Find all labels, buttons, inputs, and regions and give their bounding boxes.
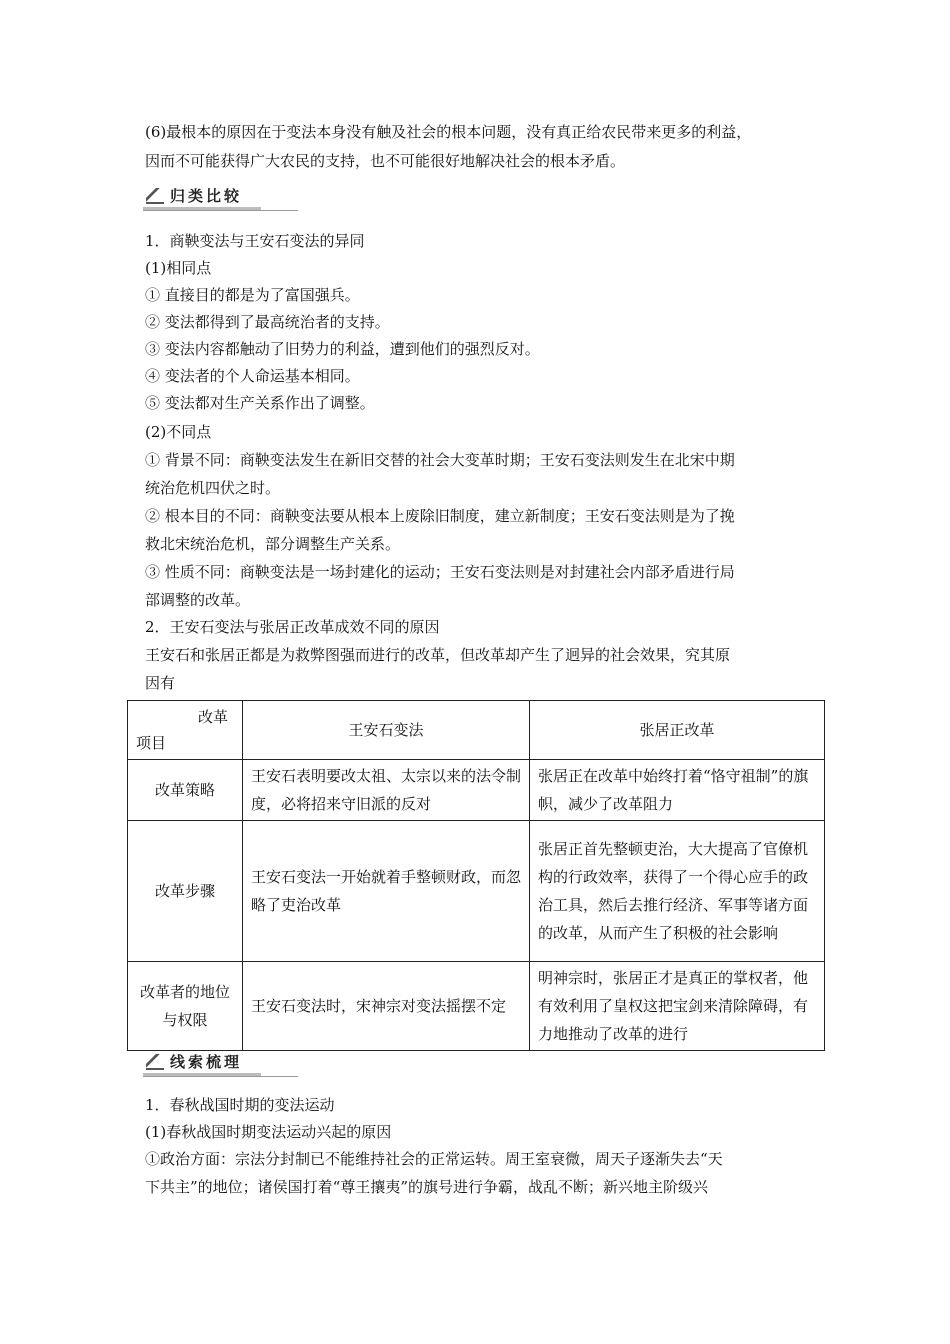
column-header-wang: 王安石变法 (243, 701, 530, 760)
table-row (128, 962, 825, 1051)
subheading-causes: (1)春秋战国时期变法运动兴起的原因 (145, 1123, 392, 1141)
section-header-classify (143, 184, 298, 211)
diff-point-2-line-1: ② 根本目的不同：商鞅变法要从根本上废除旧制度，建立新制度；王安石变法则是为了挽 (145, 507, 735, 525)
cell-wang-status: 王安石变法时，宋神宗对变法摇摆不定 (243, 962, 530, 1051)
section-title: 归类比较 (170, 187, 243, 205)
section-marker-icon (146, 1054, 164, 1070)
diff-point-3-line-2: 部调整的改革。 (145, 591, 251, 609)
intro-line-2: 因而不可能获得广大农民的支持，也不可能很好地解决社会的根本矛盾。 (145, 152, 626, 170)
cell-wang-steps: 王安石变法一开始就着手整顿财政，而忽略了吏治改革 (243, 821, 530, 962)
table-row (128, 821, 825, 962)
heading-wang-zhang: 2．王安石变法与张居正改革成效不同的原因 (145, 618, 440, 636)
row-label-strategy: 改革策略 (128, 760, 243, 821)
section-marker-icon (146, 188, 164, 204)
same-point-1: ① 直接目的都是为了富国强兵。 (145, 286, 360, 304)
intro-wang-zhang-line-1: 王安石和张居正都是为救弊图强而进行的改革，但改革却产生了迥异的社会效果，究其原 (145, 646, 731, 664)
heading-spring-autumn: 1．春秋战国时期的变法运动 (145, 1096, 335, 1114)
corner-label-item: 项目 (136, 734, 167, 752)
cell-wang-strategy: 王安石表明要改太祖、太宗以来的法令制度，必将招来守旧派的反对 (243, 760, 530, 821)
intro-wang-zhang-line-2: 因有 (145, 674, 176, 692)
diff-point-1-line-2: 统治危机四伏之时。 (145, 479, 281, 497)
heading-shang-wang: 1．商鞅变法与王安石变法的异同 (145, 232, 365, 250)
intro-line-1: (6)最根本的原因在于变法本身没有触及社会的根本问题，没有真正给农民带来更多的利益， (145, 123, 752, 141)
section-header-clues (143, 1050, 298, 1077)
column-header-zhang: 张居正改革 (530, 701, 825, 760)
comparison-table (127, 700, 825, 1051)
cell-zhang-steps: 张居正首先整顿吏治，大大提高了官僚机构的行政效率，获得了一个得心应手的政治工具，然后去推行经济、军事等诸方面的改革，从而产生了积极的社会影响 (530, 821, 825, 962)
row-label-steps: 改革步骤 (128, 821, 243, 962)
corner-header-cell (128, 701, 243, 760)
same-point-3: ③ 变法内容都触动了旧势力的利益，遭到他们的强烈反对。 (145, 340, 540, 358)
section-title: 线索梳理 (170, 1053, 243, 1071)
diff-point-3-line-1: ③ 性质不同：商鞅变法是一场封建化的运动；王安石变法则是对封建社会内部矛盾进行局 (145, 563, 735, 581)
cause-politics-line-1: ①政治方面：宗法分封制已不能维持社会的正常运转。周王室衰微，周天子逐渐失去“天 (145, 1150, 723, 1168)
same-point-2: ② 变法都得到了最高统治者的支持。 (145, 313, 390, 331)
cause-politics-line-2: 下共主”的地位；诸侯国打着“尊王攘夷”的旗号进行争霸，战乱不断；新兴地主阶级兴 (145, 1178, 709, 1196)
subheading-same: (1)相同点 (145, 259, 212, 277)
table-header-row (128, 701, 825, 760)
subheading-diff: (2)不同点 (145, 423, 212, 441)
row-label-status: 改革者的地位与权限 (128, 962, 243, 1051)
table-row (128, 760, 825, 821)
cell-zhang-strategy: 张居正在改革中始终打着“恪守祖制”的旗帜，减少了改革阻力 (530, 760, 825, 821)
corner-label-reform: 改革 (197, 708, 228, 726)
same-point-5: ⑤ 变法都对生产关系作出了调整。 (145, 394, 375, 412)
cell-zhang-status: 明神宗时，张居正才是真正的掌权者，他有效利用了皇权这把宝剑来清除障碍，有力地推动了改革的进行 (530, 962, 825, 1051)
diff-point-1-line-1: ① 背景不同：商鞅变法发生在新旧交替的社会大变革时期；王安石变法则发生在北宋中期 (145, 451, 735, 469)
diff-point-2-line-2: 救北宋统治危机，部分调整生产关系。 (145, 535, 401, 553)
same-point-4: ④ 变法者的个人命运基本相同。 (145, 367, 360, 385)
